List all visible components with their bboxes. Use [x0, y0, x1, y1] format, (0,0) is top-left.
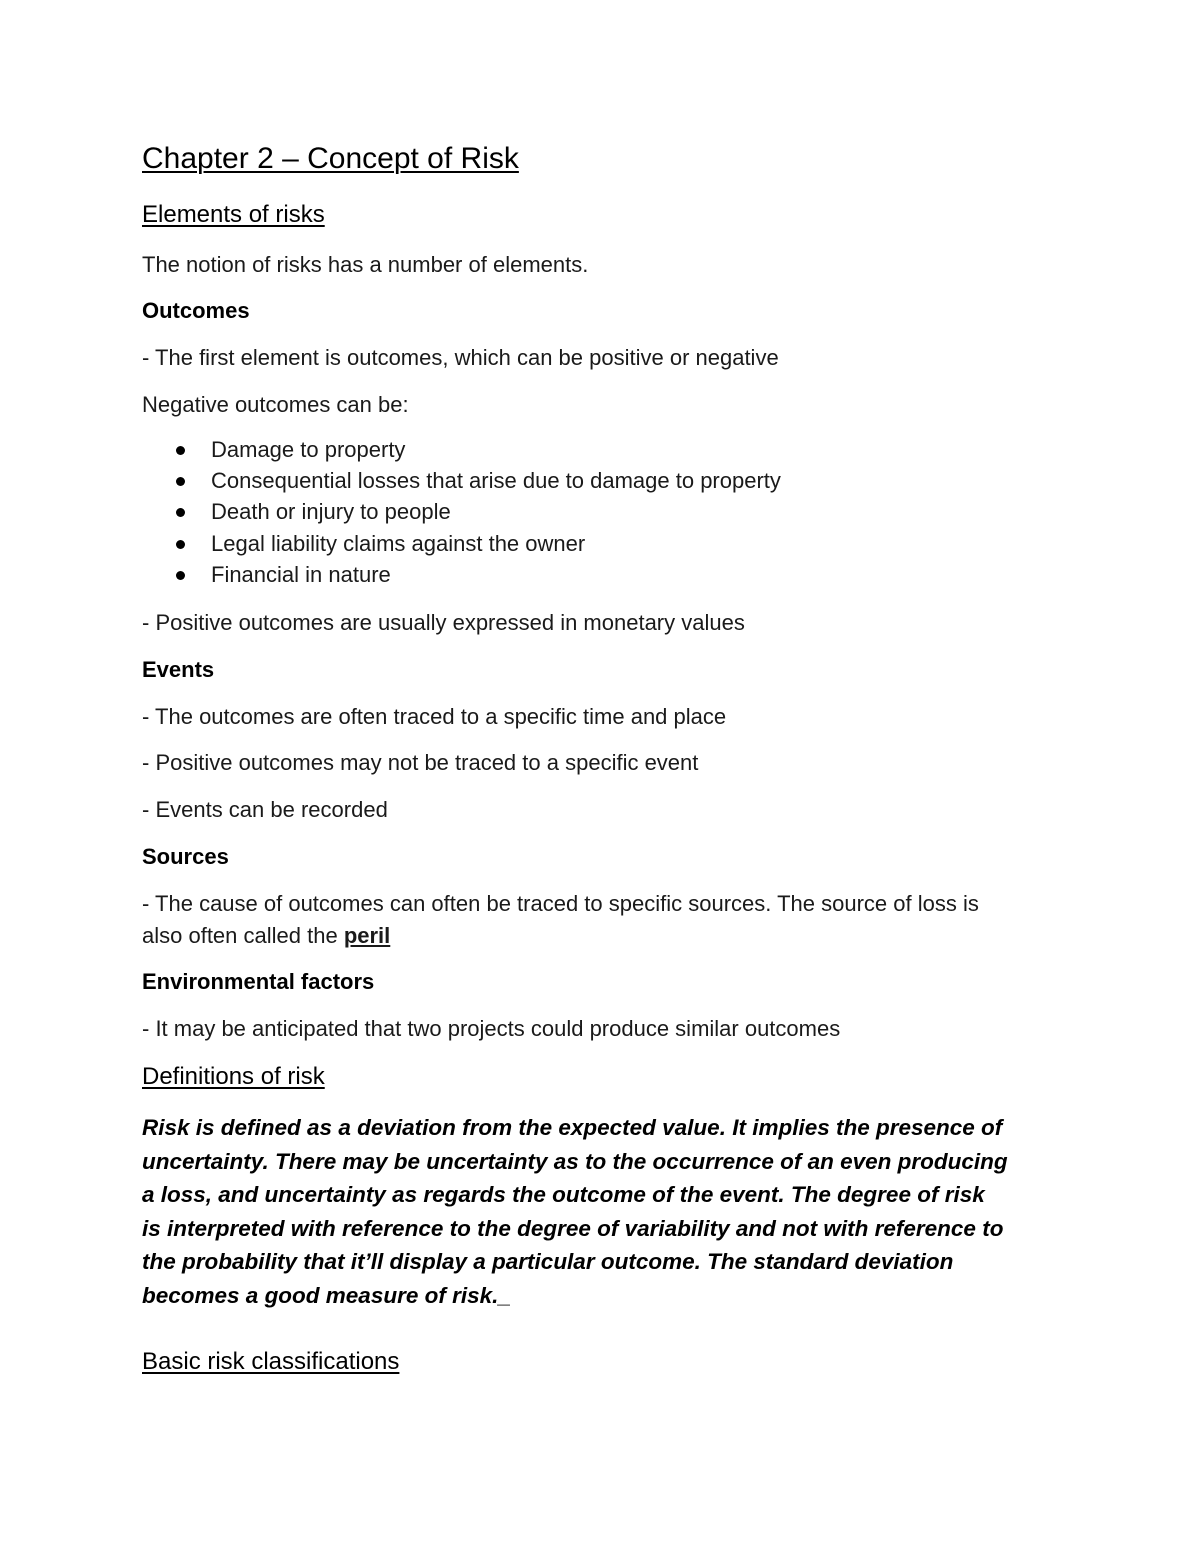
- events-heading: Events: [142, 657, 215, 682]
- outcomes-heading: Outcomes: [142, 298, 250, 323]
- environmental-line-1: - It may be anticipated that two projects could produce similar outcomes: [142, 1016, 841, 1041]
- definition-line: Risk is defined as a deviation from the expected value. It implies the presence of: [142, 1115, 1003, 1140]
- environmental-heading: Environmental factors: [142, 969, 375, 994]
- classifications-heading: Basic risk classifications: [142, 1348, 400, 1375]
- negative-outcomes-intro: Negative outcomes can be:: [142, 392, 409, 417]
- risk-definition-paragraph: [142, 1111, 1062, 1313]
- list-item: [142, 434, 781, 465]
- definition-line: the probability that it’ll display a particular outcome. The standard deviation: [142, 1249, 954, 1275]
- definitions-heading: Definitions of risk: [142, 1063, 325, 1090]
- bullet-icon: [176, 508, 185, 517]
- bullet-icon: [176, 571, 185, 580]
- list-item: [142, 465, 781, 496]
- bullet-icon: [176, 477, 185, 486]
- events-line-2: - Positive outcomes may not be traced to a specific event: [142, 750, 699, 775]
- list-item: [142, 496, 781, 527]
- outcomes-line-1: - The first element is outcomes, which can be positive or negative: [142, 345, 779, 370]
- positive-outcomes-line: - Positive outcomes are usually expressed in monetary values: [142, 610, 745, 635]
- list-item-text: Financial in nature: [211, 561, 391, 587]
- list-item-text: Damage to property: [211, 437, 406, 462]
- definition-line: a loss, and uncertainty as regards the outcome of the event. The degree of risk: [142, 1182, 985, 1208]
- sources-line-2-text: also often called the: [142, 923, 344, 948]
- definition-line: uncertainty. There may be uncertainty as to the occurrence of an even producing: [142, 1148, 1008, 1174]
- list-item: [142, 559, 781, 590]
- chapter-title: Chapter 2 – Concept of Risk: [142, 142, 519, 175]
- list-item-text: Consequential losses that arise due to damage to property: [211, 468, 781, 494]
- bullet-icon: [176, 446, 185, 455]
- sources-heading: Sources: [142, 844, 229, 869]
- peril-term: peril: [343, 923, 391, 948]
- negative-outcomes-list: [142, 434, 781, 590]
- events-line-3: - Events can be recorded: [142, 797, 388, 822]
- events-line-1: - The outcomes are often traced to a specific time and place: [142, 704, 727, 729]
- definition-line: is interpreted with reference to the degree of variability and not with reference to: [142, 1215, 1004, 1241]
- list-item-text: Death or injury to people: [211, 499, 451, 525]
- document-page: [142, 0, 1062, 1553]
- definition-line: becomes a good measure of risk._: [142, 1282, 511, 1308]
- elements-intro: The notion of risks has a number of elements.: [142, 252, 589, 277]
- list-item: [142, 528, 781, 559]
- list-item-text: Legal liability claims against the owner: [211, 530, 586, 556]
- bullet-icon: [176, 540, 185, 549]
- elements-heading: Elements of risks: [142, 201, 325, 228]
- sources-line-1: - The cause of outcomes can often be traced to specific sources. The source of loss is: [142, 891, 979, 916]
- sources-line-2: [142, 923, 390, 949]
